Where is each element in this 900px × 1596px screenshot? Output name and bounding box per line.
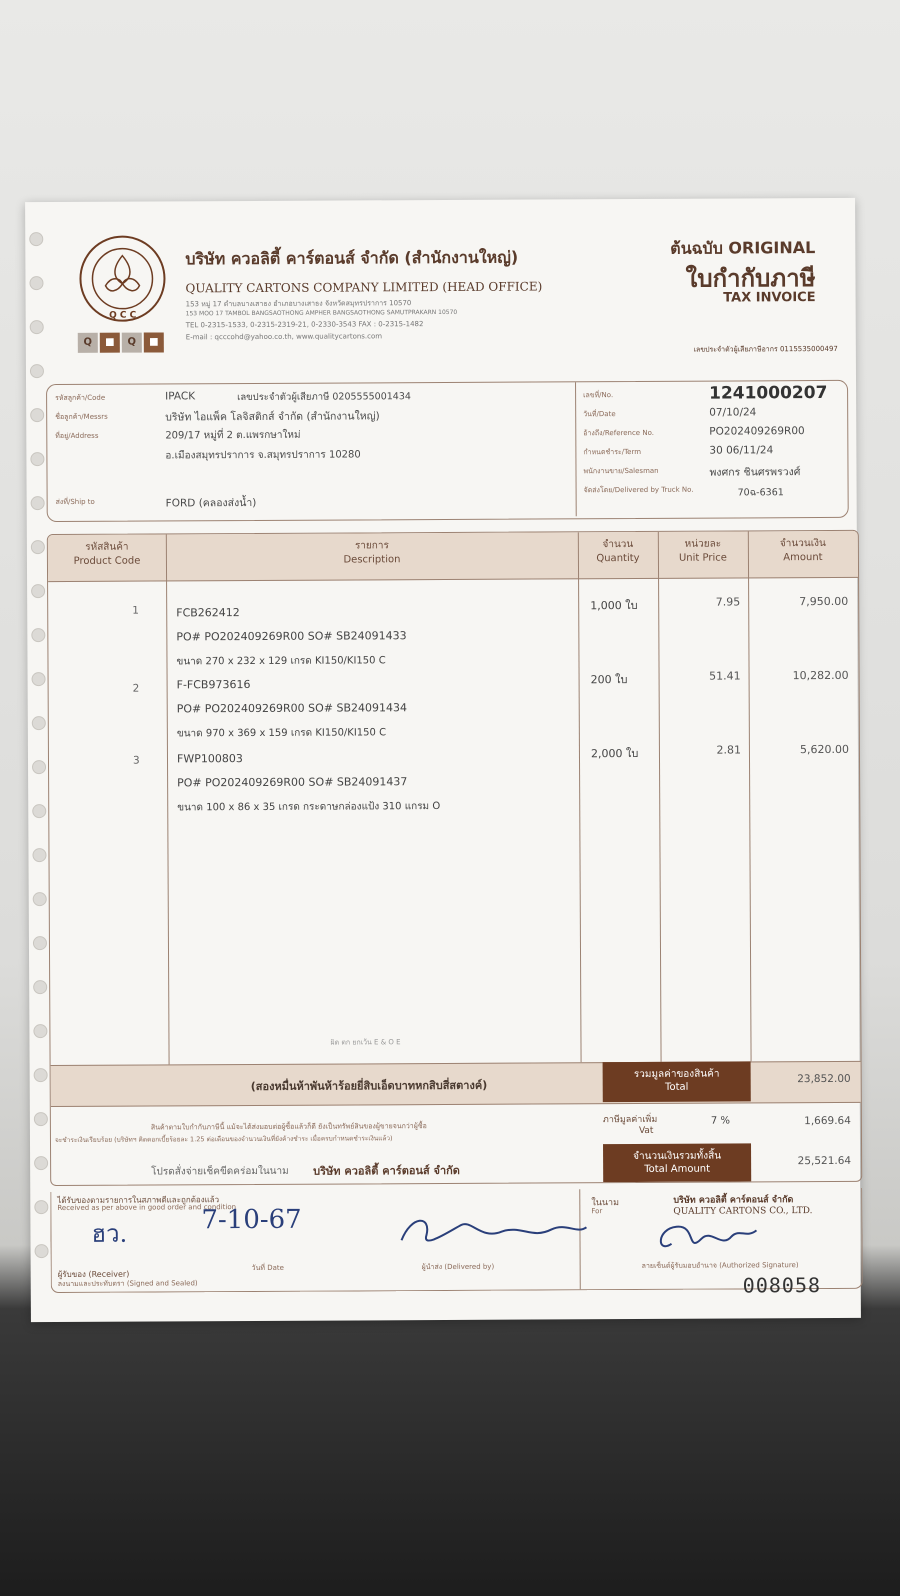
binder-hole: [32, 672, 46, 686]
customer-name: บริษัท ไอแพ็ค โลจิสติกส์ จำกัด (สำนักงานใหญ่): [165, 410, 380, 424]
item-po: PO# PO202409269R00 SO# SB24091433: [176, 629, 407, 644]
binder-hole: [33, 1024, 47, 1038]
amount-in-words: (สองหมื่นห้าพันห้าร้อยยี่สิบเอ็ดบาทหกสิบสี่สตางค์): [250, 1078, 488, 1094]
authorized-signature-label: ลายเซ็นต์ผู้รับมอบอำนาจ (Authorized Signature): [641, 1261, 799, 1270]
ship-label: ส่งที่/Ship to: [55, 497, 95, 507]
binder-hole: [35, 1244, 49, 1258]
column-divider: [578, 532, 582, 1062]
serial-number: 008058: [742, 1273, 822, 1298]
code-label: รหัสลูกค้า/Code: [55, 393, 106, 403]
doc-title-th: ใบกำกับภาษี: [685, 264, 816, 293]
binder-hole: [32, 804, 46, 818]
header-quantity: จำนวน Quantity: [596, 539, 640, 565]
table-header: [48, 531, 858, 582]
item-unit-price: 7.95: [715, 595, 741, 609]
condition-line-1: สินค้าตามใบกำกับภาษีนี้ แม้จะได้ส่งมอบต่อผู้ซื้อแล้วก็ดี ยังเป็นทรัพย์สินของผู้ขายจนกว่าผู้ซื้อ: [150, 1122, 427, 1132]
column-divider: [166, 534, 170, 1064]
item-code: F-FCB973616: [176, 678, 251, 692]
handwritten-receive-date: 7-10-67: [201, 1204, 302, 1236]
item-unit-price: 2.81: [716, 743, 741, 757]
binder-hole: [31, 628, 45, 642]
receiver-handwritten-mark: ฮว.: [91, 1219, 128, 1248]
customer-code: IPACK: [165, 390, 196, 403]
condition-line-2: จะชำระเงินเรียบร้อย (บริษัทฯ คิดดอกเบี้ยร้อยละ 1.25 ต่อเดือนของจำนวนเงินที่ยังค้างชำระ เมื่อครบกำหนดชำระเงินแล้ว): [54, 1134, 393, 1145]
item-po: PO# PO202409269R00 SO# SB24091437: [177, 775, 408, 790]
original-label: ต้นฉบับ ORIGINAL: [670, 238, 816, 258]
item-size: ขนาด 970 x 369 x 159 เกรด KI150/KI150 C: [176, 727, 387, 740]
salesman-label: พนักงานขาย/Salesman: [583, 466, 659, 476]
cert-badge-icon: Q: [122, 333, 142, 353]
customer-info-box: [46, 380, 849, 522]
invoice-no: 1241000207: [709, 382, 828, 404]
binder-hole: [33, 936, 47, 950]
binder-hole: [32, 848, 46, 862]
reference-no: PO202409269R00: [709, 425, 805, 438]
delivered-by-label: ผู้นำส่ง (Delivered by): [421, 1262, 495, 1272]
authorized-signature-icon: [651, 1218, 761, 1259]
binder-hole: [32, 760, 46, 774]
binder-hole: [30, 364, 44, 378]
column-divider: [748, 531, 752, 1061]
truck-label: จัดส่งโดย/Delivered by Truck No.: [583, 485, 694, 495]
invoice-no-label: เลขที่/No.: [583, 391, 614, 400]
for-label-en: For: [591, 1207, 603, 1216]
cert-badge-icon: ■: [144, 332, 164, 352]
logo-initials: Q C C: [109, 310, 137, 321]
truck-no: 70ฉ-6361: [737, 487, 784, 499]
vat-label: ภาษีมูลค่าเพิ่ม Vat: [602, 1114, 658, 1136]
eoe-note: ผิด ตก ยกเว้น E & O E: [330, 1038, 401, 1047]
delivery-signature-icon: [391, 1209, 591, 1260]
item-po: PO# PO202409269R00 SO# SB24091434: [176, 701, 408, 716]
company-email: E-mail : qcccohd@yahoo.co.th, www.qualitycartons.com: [185, 332, 383, 342]
invoice-sheet: [25, 198, 861, 1322]
signature-area: [50, 1188, 863, 1293]
binder-hole: [34, 1156, 48, 1170]
invoice-date: 07/10/24: [709, 406, 757, 419]
binder-hole: [30, 452, 44, 466]
item-unit-price: 51.41: [709, 669, 741, 683]
customer-address-1: 209/17 หมู่ที่ 2 ต.แพรกษาใหม่: [165, 429, 301, 442]
for-label: ในนาม: [591, 1198, 620, 1209]
term-label: กำหนดชำระ/Term: [583, 447, 642, 457]
received-note-en: Received as per above in good order and condition: [57, 1203, 237, 1213]
total-value: 23,852.00: [797, 1072, 851, 1086]
binder-hole: [33, 980, 47, 994]
company-name-en: QUALITY CARTONS COMPANY LIMITED (HEAD OFFICE): [185, 279, 543, 296]
info-divider: [575, 382, 577, 516]
customer-tax-no: เลขประจำตัวผู้เสียภาษี 0205555001434: [237, 391, 411, 404]
vat-rate: 7 %: [710, 1115, 730, 1127]
company-phone: TEL 0-2315-1533, 0-2315-2319-21, 0-2330-3543 FAX : 0-2315-1482: [185, 320, 424, 330]
header-amount: จำนวนเงิน Amount: [779, 537, 826, 564]
binder-hole: [34, 1068, 48, 1082]
item-qty: 2,000 ใบ: [590, 746, 639, 761]
item-code: FCB262412: [176, 606, 240, 620]
company-logo-icon: [77, 233, 167, 323]
date-label: วันที่/Date: [583, 410, 616, 419]
cert-badge-icon: ■: [100, 333, 120, 353]
for-company-en: QUALITY CARTONS CO., LTD.: [673, 1206, 813, 1217]
company-address-en: 153 MOO 17 TAMBOL BANGSAOTHONG AMPHER BANGSAOTHONG SAMUTPRAKARN 10570: [185, 308, 458, 318]
binder-hole: [31, 540, 45, 554]
header-description: รายการ Description: [343, 540, 401, 566]
header-product-code: รหัสสินค้า Product Code: [73, 541, 141, 567]
header-unit-price: หน่วยละ Unit Price: [678, 538, 727, 564]
company-tax-id: เลขประจำตัวผู้เสียภาษีอากร 0115535000497: [693, 344, 838, 354]
column-divider: [658, 532, 662, 1062]
company-address-th: 153 หมู่ 17 ตำบลบางเสาธง อำเภอบางเสาธง จังหวัดสมุทรปราการ 10570: [185, 299, 412, 309]
row-number: 1: [132, 604, 139, 617]
item-qty: 200 ใบ: [590, 673, 628, 687]
row-number: 2: [132, 682, 140, 695]
item-size: ขนาด 270 x 232 x 129 เกรด KI150/KI150 C: [176, 655, 386, 668]
binder-hole: [30, 320, 44, 334]
company-name-th: บริษัท ควอลิตี้ คาร์ตอนส์ จำกัด (สำนักงานใหญ่): [185, 247, 519, 269]
binder-hole: [29, 232, 43, 246]
total-label: รวมมูลค่าของสินค้า Total: [603, 1061, 751, 1102]
binder-hole: [33, 892, 47, 906]
received-note-th: ได้รับของตามรายการในสภาพดีและถูกต้องแล้ว: [57, 1195, 220, 1206]
item-size: ขนาด 100 x 86 x 35 เกรด กระดาษกล่องแป้ง 310 แกรม O: [177, 801, 441, 814]
grand-total-label: จำนวนเงินรวมทั้งสิ้น Total Amount: [603, 1143, 751, 1182]
binder-hole: [31, 584, 45, 598]
binder-hole: [34, 1200, 48, 1214]
reference-label: อ้างถึง/Reference No.: [583, 428, 654, 438]
certification-badges: [78, 329, 166, 352]
binder-hole: [29, 276, 43, 290]
address-label: ที่อยู่/Address: [55, 431, 99, 441]
messrs-label: ชื่อลูกค้า/Messrs: [55, 412, 108, 422]
cheque-payee: บริษัท ควอลิตี้ คาร์ตอนส์ จำกัด: [313, 1163, 460, 1178]
items-table: [47, 530, 862, 1186]
item-amount: 7,950.00: [799, 594, 849, 609]
item-amount: 10,282.00: [792, 668, 849, 683]
row-number: 3: [132, 754, 140, 767]
item-qty: 1,000 ใบ: [590, 598, 638, 613]
doc-title-en: TAX INVOICE: [723, 290, 816, 306]
item-code: FWP100803: [176, 752, 243, 766]
for-company-th: บริษัท ควอลิตี้ คาร์ตอนส์ จำกัด: [673, 1195, 794, 1206]
receiver-label: ผู้รับของ (Receiver): [57, 1269, 130, 1280]
binder-hole: [32, 716, 46, 730]
payment-term: 30 06/11/24: [709, 444, 774, 457]
grand-total-value: 25,521.64: [797, 1154, 852, 1168]
receive-date-label: วันที่ Date: [251, 1263, 284, 1273]
item-amount: 5,620.00: [799, 742, 849, 757]
cert-badge-icon: Q: [78, 333, 98, 353]
customer-address-2: อ.เมืองสมุทรปราการ จ.สมุทรปราการ 10280: [165, 449, 361, 462]
salesman-name: พงศกร ชินศรพรวงศ์: [709, 466, 801, 479]
signed-sealed-label: ลงนามและประทับตรา (Signed and Sealed): [57, 1279, 198, 1289]
ship-to: FORD (คลองส่งน้ำ): [165, 496, 257, 510]
vat-value: 1,669.64: [804, 1114, 851, 1128]
cheque-note: โปรดสั่งจ่ายเช็คขีดคร่อมในนาม: [151, 1165, 289, 1178]
binder-hole: [31, 496, 45, 510]
binder-hole: [34, 1112, 48, 1126]
binder-hole: [30, 408, 44, 422]
